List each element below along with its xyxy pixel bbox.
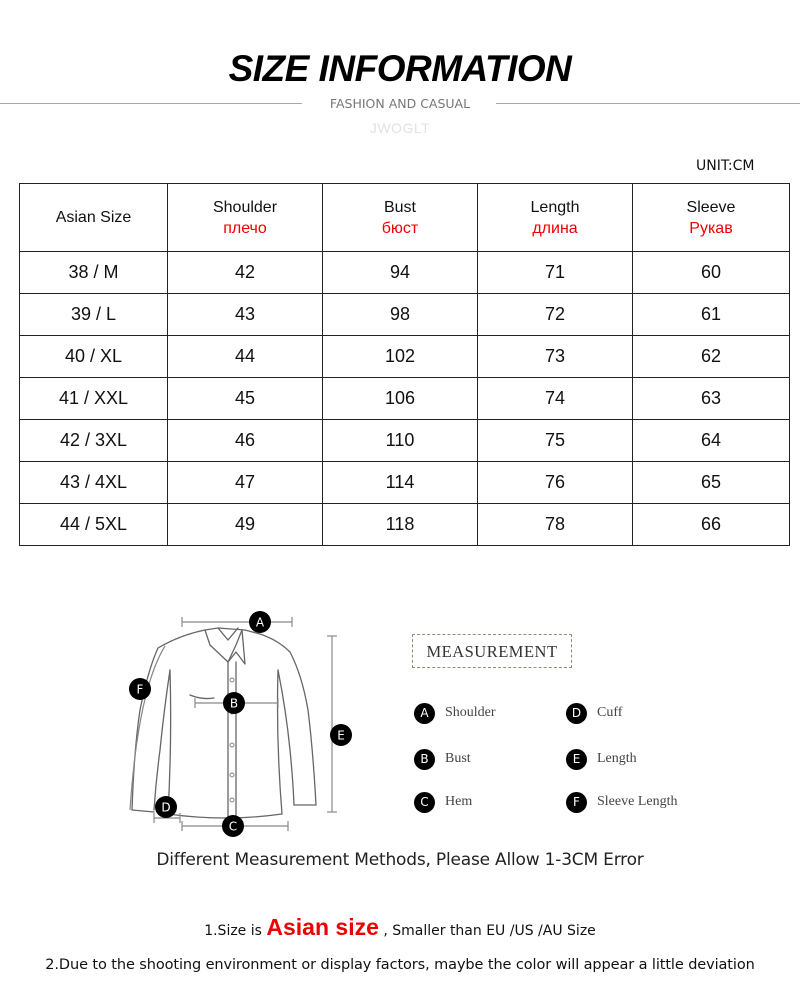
shirt-collar-right	[228, 630, 245, 664]
table-cell: 63	[633, 378, 790, 420]
table-cell: 102	[323, 336, 478, 378]
size-table	[19, 183, 790, 546]
legend-marker: F	[566, 792, 587, 813]
measurement-error-note: Different Measurement Methods, Please Allow 1-3CM Error	[156, 850, 644, 870]
table-row	[20, 462, 790, 504]
table-cell: 41 / XXL	[20, 378, 168, 420]
table-cell: 98	[323, 294, 478, 336]
size-note	[0, 914, 800, 941]
table-row	[20, 336, 790, 378]
legend-item-bust	[414, 748, 471, 770]
table-cell: 71	[478, 252, 633, 294]
table-cell: 47	[168, 462, 323, 504]
shirt-shoulder-outline	[158, 628, 290, 652]
marker-a: A	[255, 615, 265, 630]
marker-c: C	[228, 819, 238, 834]
size-table-header	[20, 184, 790, 252]
col-header-bust: Bust бюст	[323, 184, 478, 252]
legend-label: Shoulder	[445, 705, 496, 720]
table-cell: 38 / M	[20, 252, 168, 294]
col-header-sleeve: Sleeve Рукав	[633, 184, 790, 252]
right-sleeve-outer	[290, 652, 316, 805]
legend-label: Hem	[445, 794, 473, 809]
marker-b: B	[229, 696, 239, 711]
legend-item-length	[566, 748, 637, 770]
table-cell: 44	[168, 336, 323, 378]
table-cell: 39 / L	[20, 294, 168, 336]
col-header-shoulder: Shoulder плечо	[168, 184, 323, 252]
table-cell: 118	[323, 504, 478, 546]
table-cell: 64	[633, 420, 790, 462]
table-cell: 106	[323, 378, 478, 420]
legend-label: Cuff	[597, 705, 623, 720]
table-row	[20, 420, 790, 462]
table-cell: 42	[168, 252, 323, 294]
legend-label: Bust	[445, 751, 471, 766]
table-cell: 73	[478, 336, 633, 378]
table-row	[20, 378, 790, 420]
left-cuff-edge	[132, 810, 154, 812]
left-sleeve-outer	[132, 648, 158, 810]
shirt-hem	[168, 814, 282, 818]
table-cell: 72	[478, 294, 633, 336]
table-row	[20, 252, 790, 294]
table-cell: 43	[168, 294, 323, 336]
table-cell: 44 / 5XL	[20, 504, 168, 546]
table-cell: 43 / 4XL	[20, 462, 168, 504]
legend-marker: E	[566, 749, 587, 770]
marker-e: E	[337, 728, 345, 743]
legend-marker: C	[414, 792, 435, 813]
table-cell: 65	[633, 462, 790, 504]
brand-watermark: JWOGLT	[369, 120, 431, 136]
table-cell: 46	[168, 420, 323, 462]
left-sleeve-inner	[154, 670, 170, 810]
table-cell: 78	[478, 504, 633, 546]
body-right-side	[278, 670, 283, 814]
legend-label: Sleeve Length	[597, 794, 678, 809]
table-cell: 40 / XL	[20, 336, 168, 378]
shirt-diagram	[110, 600, 370, 845]
table-cell: 61	[633, 294, 790, 336]
table-cell: 94	[323, 252, 478, 294]
shirt-yoke	[190, 695, 214, 699]
legend-item-sleeve-length	[566, 791, 677, 813]
table-row	[20, 504, 790, 546]
legend-marker: A	[414, 703, 435, 724]
table-cell: 42 / 3XL	[20, 420, 168, 462]
body-left-side	[168, 670, 171, 814]
subtitle: FASHION AND CASUAL	[329, 96, 471, 111]
marker-f: F	[136, 682, 144, 697]
legend-marker: D	[566, 703, 587, 724]
legend-item-hem	[414, 791, 472, 813]
size-note-suffix: , Smaller than EU /US /AU Size	[383, 923, 596, 939]
table-cell: 60	[633, 252, 790, 294]
table-cell: 45	[168, 378, 323, 420]
size-note-highlight: Asian size	[266, 914, 379, 940]
table-cell: 62	[633, 336, 790, 378]
unit-label: UNIT:CM	[696, 158, 755, 174]
table-cell: 74	[478, 378, 633, 420]
table-cell: 49	[168, 504, 323, 546]
legend-item-cuff	[566, 702, 622, 724]
table-cell: 114	[323, 462, 478, 504]
page-title: SIZE INFORMATION	[228, 48, 572, 89]
legend-item-shoulder	[414, 702, 496, 724]
legend-label: Length	[597, 751, 637, 766]
col-header-size: Asian Size	[20, 184, 168, 252]
table-cell: 66	[633, 504, 790, 546]
color-deviation-note: 2.Due to the shooting environment or display factors, maybe the color will appear a little deviation	[45, 957, 755, 973]
table-cell: 76	[478, 462, 633, 504]
table-row	[20, 294, 790, 336]
col-header-length: Length длина	[478, 184, 633, 252]
table-cell: 75	[478, 420, 633, 462]
legend-marker: B	[414, 749, 435, 770]
marker-d: D	[161, 800, 171, 815]
table-cell: 110	[323, 420, 478, 462]
measurement-heading: MEASUREMENT	[412, 634, 572, 668]
size-note-prefix: 1.Size is	[204, 923, 262, 939]
